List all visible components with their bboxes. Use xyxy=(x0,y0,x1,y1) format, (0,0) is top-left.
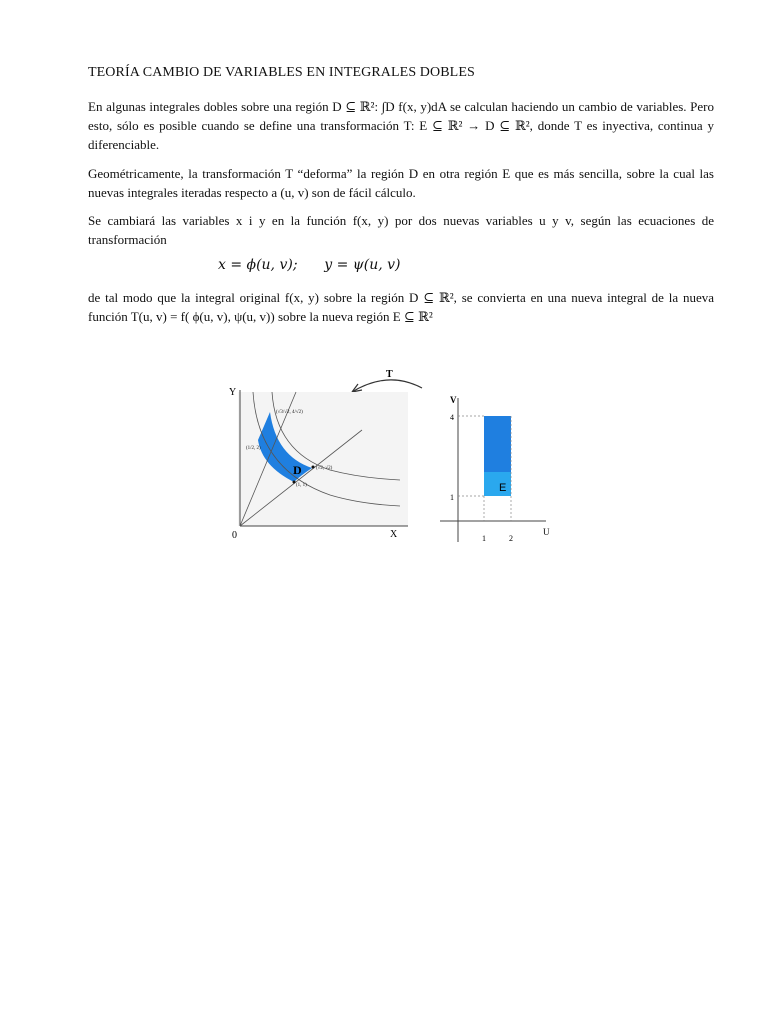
v-tick-4: 4 xyxy=(450,413,454,422)
point-bottom-marker xyxy=(293,481,296,484)
point-top-label: (√3/√2, 4/√2) xyxy=(276,410,303,415)
u-tick-1: 1 xyxy=(482,534,486,543)
u-axis-label: U xyxy=(543,527,550,537)
document-title: TEORÍA CAMBIO DE VARIABLES EN INTEGRALES DOBLES xyxy=(88,65,475,80)
y-axis-label: Y xyxy=(229,387,237,398)
transformation-arrow xyxy=(352,380,422,392)
left-plot xyxy=(229,387,408,541)
point-left-label: (1/2, 2) xyxy=(246,446,261,451)
x-axis-label: X xyxy=(390,529,398,540)
v-axis-label: V xyxy=(450,395,457,405)
arrow-label: T xyxy=(386,369,393,380)
paragraph-geometric: Geométricamente, la transformación T “deforma” la región D en otra región E que es más sencilla, sobre la cual las nuevas integrales iteradas respecto a (u, v) son de fácil cálculo. xyxy=(88,166,714,200)
u-tick-2: 2 xyxy=(509,534,513,543)
origin-label: 0 xyxy=(232,530,237,541)
v-tick-1: 1 xyxy=(450,493,454,502)
paragraph-intro: En algunas integrales dobles sobre una región D ⊆ ℝ²: ∫D f(x, y)dA se calculan haciendo un cambio de variables. Pero esto, sólo es posible cuando se define una transformación T: E ⊆ ℝ² → D ⊆ ℝ², donde T es inyectiva, continua y diferenciable. xyxy=(88,99,714,152)
paragraph-conclusion: de tal modo que la integral original f(x, y) sobre la región D ⊆ ℝ², se convierta en una nueva integral de la nueva función T(u, v) = f( ϕ(u, v), ψ(u, v)) sobre la nueva región E ⊆ ℝ² xyxy=(88,290,714,324)
point-right-label: (√2, √2) xyxy=(316,466,333,471)
region-d-label: D xyxy=(293,463,302,477)
paragraph-variables: Se cambiará las variables x i y en la función f(x, y) por dos nuevas variables u y v, según las ecuaciones de transformación xyxy=(88,213,714,247)
point-right-marker xyxy=(312,466,315,469)
region-e-label: E xyxy=(499,482,507,494)
right-plot xyxy=(440,395,550,543)
transformation-equations: x = ϕ(u, v); y = ψ(u, v) xyxy=(218,257,401,273)
left-plot-background xyxy=(238,392,408,526)
region-e-light xyxy=(484,472,511,496)
point-bottom-label: (1, 1) xyxy=(296,483,307,488)
